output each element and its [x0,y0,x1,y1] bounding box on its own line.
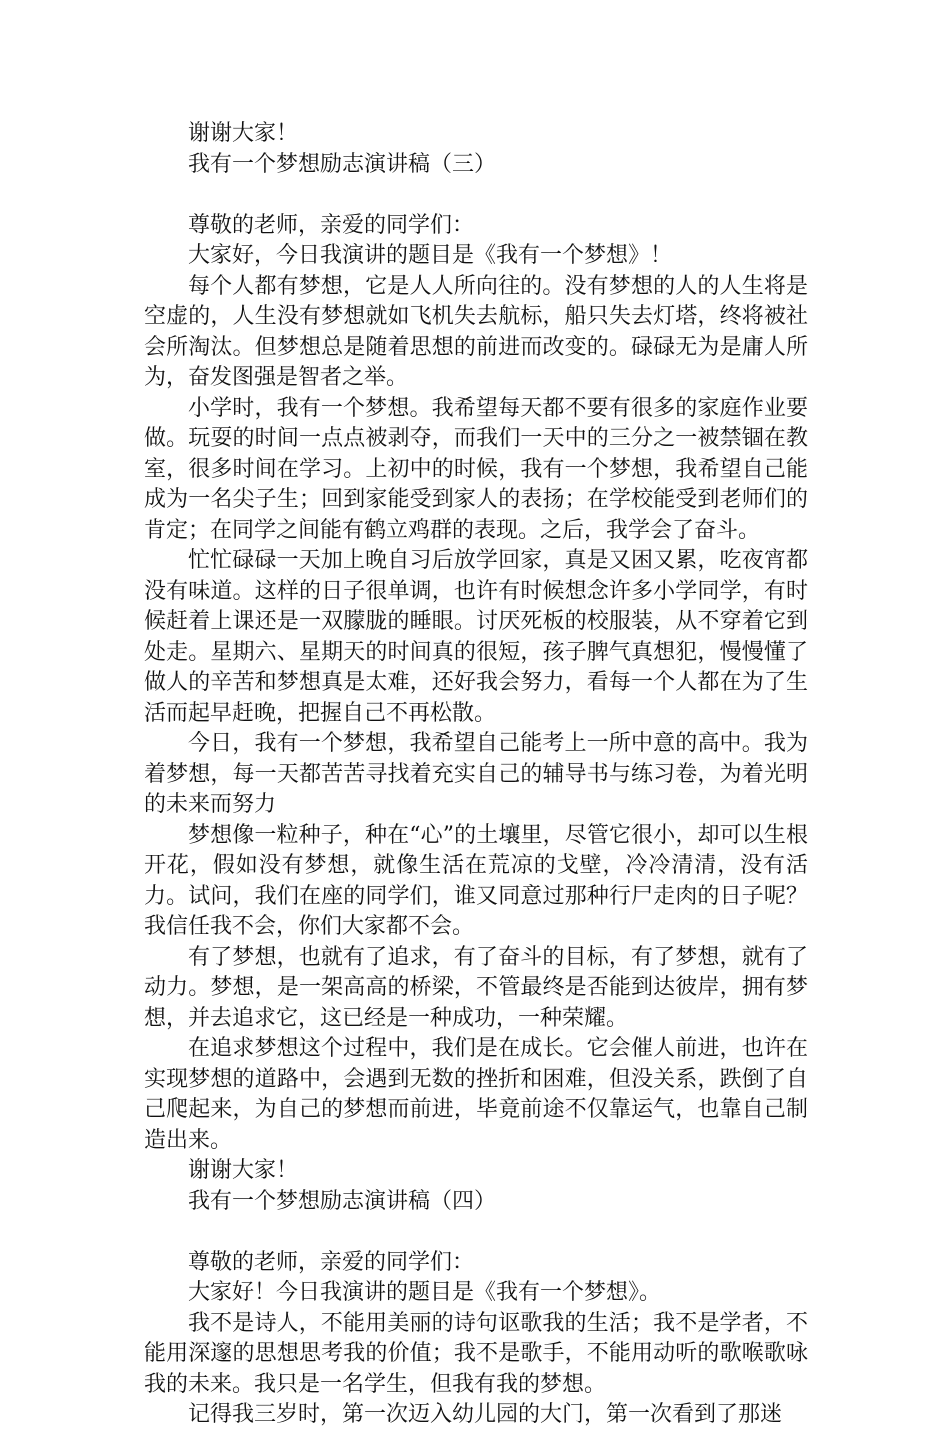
paragraph: 我不是诗人，不能用美丽的诗句讴歌我的生活；我不是学者，不能用深邃的思想思考我的价值；我不是歌手，不能用动听的歌喉歌咏我的未来。我只是一名学生，但我有我的梦想。 [144,1310,808,1397]
closing-thanks: 谢谢大家！ [188,1158,299,1183]
document-page [144,119,808,1431]
paragraph: 每个人都有梦想，它是人人所向往的。没有梦想的人的人生将是空虚的，人生没有梦想就如飞机失去航标，船只失去灯塔，终将被社会所淘汰。但梦想总是随着思想的前进而改变的。碌碌无为是庸人所为，奋发图强是智者之举。 [144,273,808,390]
greeting: 大家好，今日我演讲的题目是《我有一个梦想》！ [188,243,673,268]
greeting: 大家好！今日我演讲的题目是《我有一个梦想》。 [188,1280,662,1305]
salutation: 尊敬的老师，亲爱的同学们： [188,212,475,238]
paragraph: 在追求梦想这个过程中，我们是在成长。它会催人前进，也许在实现梦想的道路中，会遇到无数的挫折和困难，但没关系，跌倒了自己爬起来，为自己的梦想而前进，毕竟前途不仅靠运气，也靠自己制造出来。 [144,1036,808,1153]
paragraph: 有了梦想，也就有了追求，有了奋斗的目标，有了梦想，就有了动力。梦想，是一架高高的桥梁，不管最终是否能到达彼岸，拥有梦想，并去追求它，这已经是一种成功，一种荣耀。 [144,944,808,1031]
paragraph: 忙忙碌碌一天加上晚自习后放学回家，真是又困又累，吃夜宵都没有味道。这样的日子很单调，也许有时候想念许多小学同学，有时候赶着上课还是一双朦胧的睡眼。讨厌死板的校服装，从不穿着它到处走。星期六、星期天的时间真的很短，孩子脾气真想犯，慢慢懂了做人的辛苦和梦想真是太难，还好我会努力，看每一个人都在为了生活而起早赶晚，把握自己不再松散。 [144,548,808,726]
paragraph: 梦想像一粒种子，种在“心”的土壤里，尽管它很小，却可以生根开花，假如没有梦想，就像生活在荒凉的戈壁，冷冷清清，没有活力。试问，我们在座的同学们，谁又同意过那种行尸走肉的日子呢？我信任我不会，你们大家都不会。 [144,822,808,939]
speech-title-four: 我有一个梦想励志演讲稿（四） [188,1188,497,1214]
blank-line [144,180,808,211]
closing-thanks: 谢谢大家！ [188,121,299,146]
salutation: 尊敬的老师，亲爱的同学们： [188,1249,475,1275]
speech-title-three: 我有一个梦想励志演讲稿（三） [188,151,497,177]
blank-line [144,1217,808,1248]
paragraph: 今日，我有一个梦想，我希望自己能考上一所中意的高中。我为着梦想，每一天都苦苦寻找着充实自己的辅导书与练习卷，为着光明的未来而努力 [144,731,808,817]
paragraph: 小学时，我有一个梦想。我希望每天都不要有很多的家庭作业要做。玩耍的时间一点点被剥夺，而我们一天中的三分之一被禁锢在教室，很多时间在学习。上初中的时候，我有一个梦想，我希望自己能成为一名尖子生；回到家能受到家人的表扬；在学校能受到老师们的肯定；在同学之间能有鹤立鸡群的表现。之后，我学会了奋斗。 [144,395,808,543]
paragraph: 记得我三岁时，第一次迈入幼儿园的大门，第一次看到了那迷 [188,1402,783,1427]
